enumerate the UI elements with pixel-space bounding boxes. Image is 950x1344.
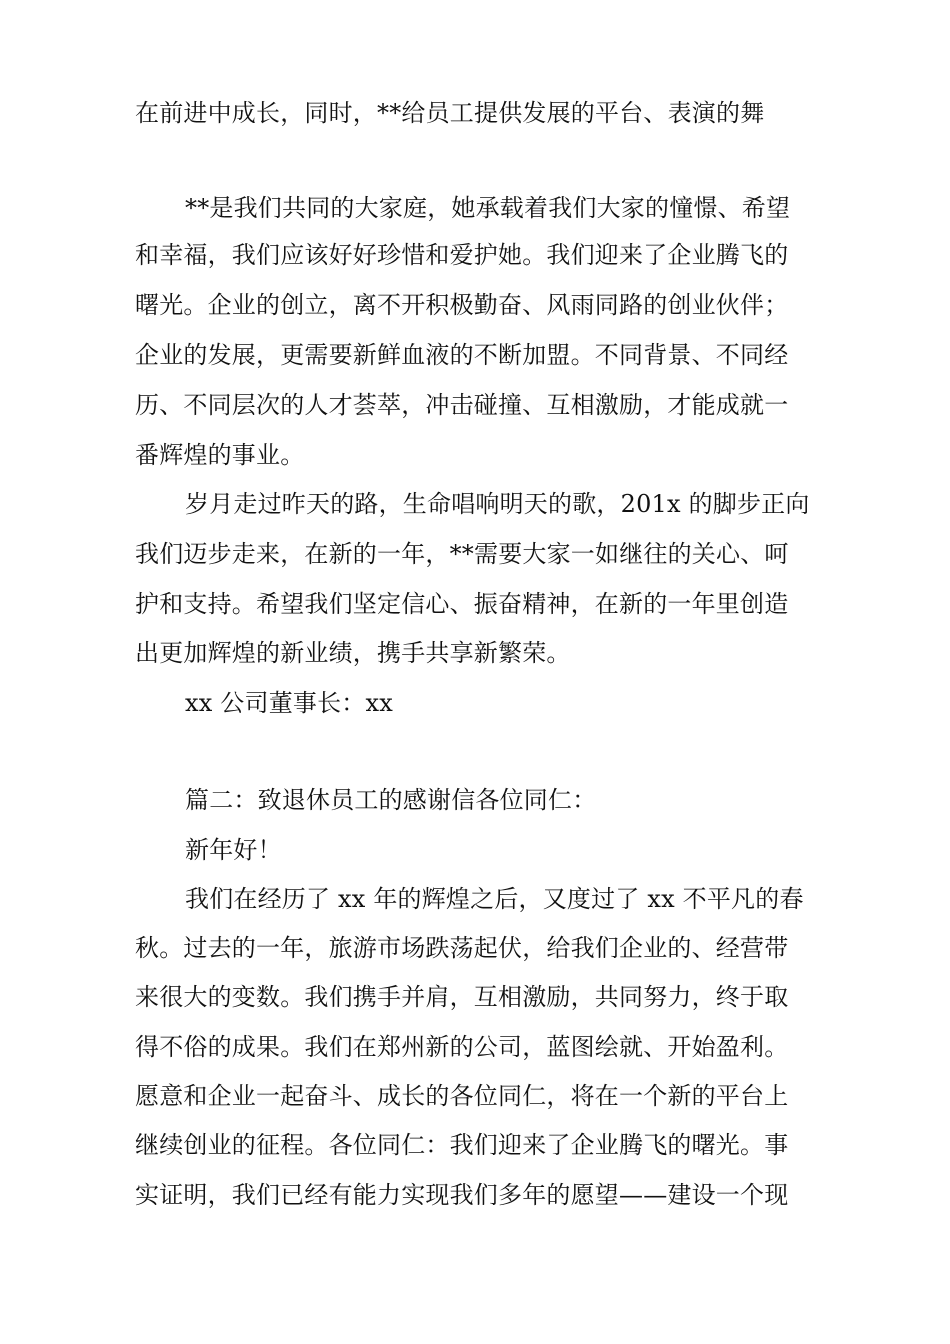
- paragraph-line: 出更加辉煌的新业绩，携手共享新繁荣。: [135, 639, 571, 667]
- paragraph-line: 得不俗的成果。我们在郑州新的公司，蓝图绘就、开始盈利。: [135, 1033, 789, 1061]
- paragraph-line: 来很大的变数。我们携手并肩，互相激励，共同努力，终于取: [135, 983, 789, 1011]
- paragraph-line: 岁月走过昨天的路，生命唱响明天的歌，201x 的脚步正向: [185, 490, 810, 518]
- paragraph-line: 我们在经历了 xx 年的辉煌之后，又度过了 xx 不平凡的春: [185, 885, 804, 913]
- paragraph-line: 秋。过去的一年，旅游市场跌荡起伏，给我们企业的、经营带: [135, 934, 789, 962]
- signature-line: xx 公司董事长：xx: [185, 689, 393, 717]
- paragraph-line: 继续创业的征程。各位同仁：我们迎来了企业腾飞的曙光。事: [135, 1131, 789, 1159]
- paragraph-line: 企业的发展，更需要新鲜血液的不断加盟。不同背景、不同经: [135, 341, 789, 369]
- paragraph-line: 我们迈步走来，在新的一年，**需要大家一如继往的关心、呵: [135, 540, 789, 568]
- paragraph-line: 在前进中成长，同时，**给员工提供发展的平台、表演的舞: [135, 99, 765, 127]
- paragraph-line: 番辉煌的事业。: [135, 441, 305, 469]
- section-heading: 篇二：致退休员工的感谢信各位同仁：: [185, 786, 597, 814]
- greeting-line: 新年好！: [185, 836, 282, 864]
- paragraph-line: 历、不同层次的人才荟萃，冲击碰撞、互相激励，才能成就一: [135, 391, 789, 419]
- paragraph-line: 实证明，我们已经有能力实现我们多年的愿望——建设一个现: [135, 1181, 789, 1209]
- paragraph-line: 和幸福，我们应该好好珍惜和爱护她。我们迎来了企业腾飞的: [135, 241, 789, 269]
- paragraph-line: **是我们共同的大家庭，她承载着我们大家的憧憬、希望: [185, 194, 791, 222]
- paragraph-line: 愿意和企业一起奋斗、成长的各位同仁，将在一个新的平台上: [135, 1082, 789, 1110]
- paragraph-line: 护和支持。希望我们坚定信心、振奋精神，在新的一年里创造: [135, 590, 789, 618]
- paragraph-line: 曙光。企业的创立，离不开积极勤奋、风雨同路的创业伙伴；: [135, 291, 789, 319]
